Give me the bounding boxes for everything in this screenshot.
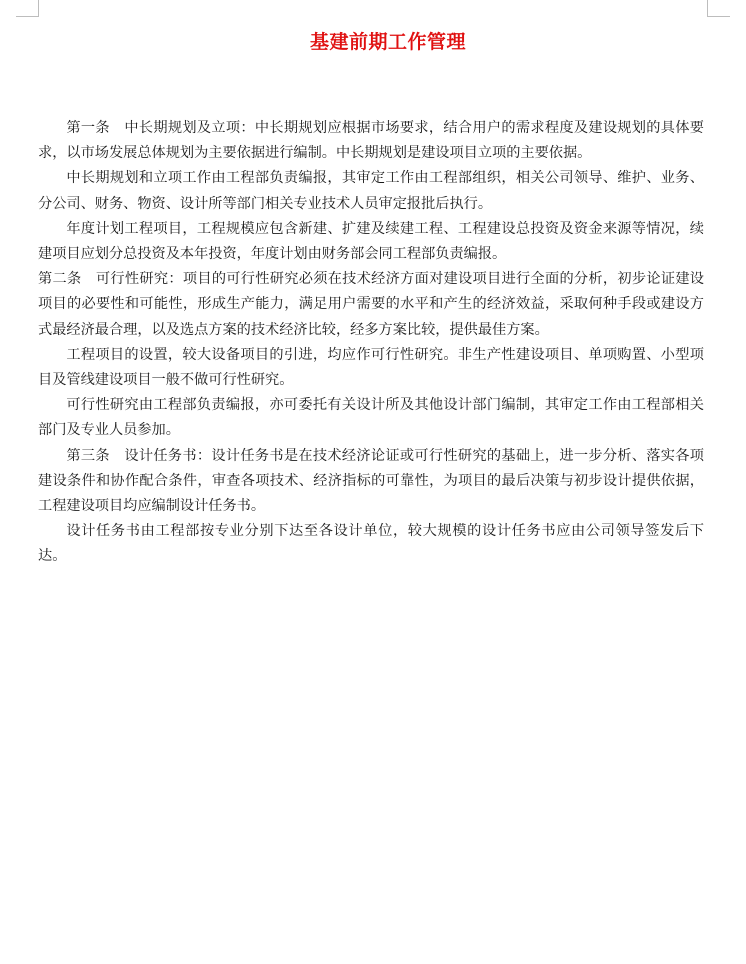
paragraph-feasibility-approval: 可行性研究由工程部负责编报，亦可委托有关设计所及其他设计部门编制，其审定工作由工程部相关部门及专业人员参加。 xyxy=(38,397,704,439)
paragraph-annual-plan: 年度计划工程项目，工程规模应包含新建、扩建及续建工程、工程建设总投资及资金来源等情况，续建项目应划分总投资及本年投资，年度计划由财务部会同工程部负责编报。 xyxy=(38,220,704,263)
paragraph-article-3: 第三条 设计任务书：设计任务书是在技术经济论证或可行性研究的基础上，进一步分析、落实各项建设条件和协作配合条件，审查各项技术、经济指标的可靠性，为项目的最后决策与初步设计提供依据，工程建设项目均应编制设计任务书。 xyxy=(38,447,704,515)
document-body xyxy=(38,116,704,570)
paragraph-design-task-issue: 设计任务书由工程部按专业分别下达至各设计单位，较大规模的设计任务书应由公司领导签发后下达。 xyxy=(38,523,704,565)
paragraph-article-2: 第二条 可行性研究：项目的可行性研究必须在技术经济方面对建设项目进行全面的分析，初步论证建设项目的必要性和可能性，形成生产能力，满足用户需要的水平和产生的经济效益，采取何种手段或建设方式最经济最合理，以及选点方案的技术经济比较，经多方案比较，提供最佳方案。 xyxy=(38,271,704,338)
document-title: 基建前期工作管理 xyxy=(309,31,466,53)
paragraph-feasibility-scope: 工程项目的设置，较大设备项目的引进，均应作可行性研究。非生产性建设项目、单项购置、小型项目及管线建设项目一般不做可行性研究。 xyxy=(38,346,704,389)
crop-mark-top-right xyxy=(707,0,730,17)
paragraph-planning-approval: 中长期规划和立项工作由工程部负责编报，其审定工作由工程部组织，相关公司领导、维护、业务、分公司、财务、物资、设计所等部门相关专业技术人员审定报批后执行。 xyxy=(38,170,704,212)
crop-mark-top-left xyxy=(16,0,39,17)
paragraph-article-1: 第一条 中长期规划及立项：中长期规划应根据市场要求，结合用户的需求程度及建设规划的具体要求，以市场发展总体规划为主要依据进行编制。中长期规划是建设项目立项的主要依据。 xyxy=(38,120,704,162)
